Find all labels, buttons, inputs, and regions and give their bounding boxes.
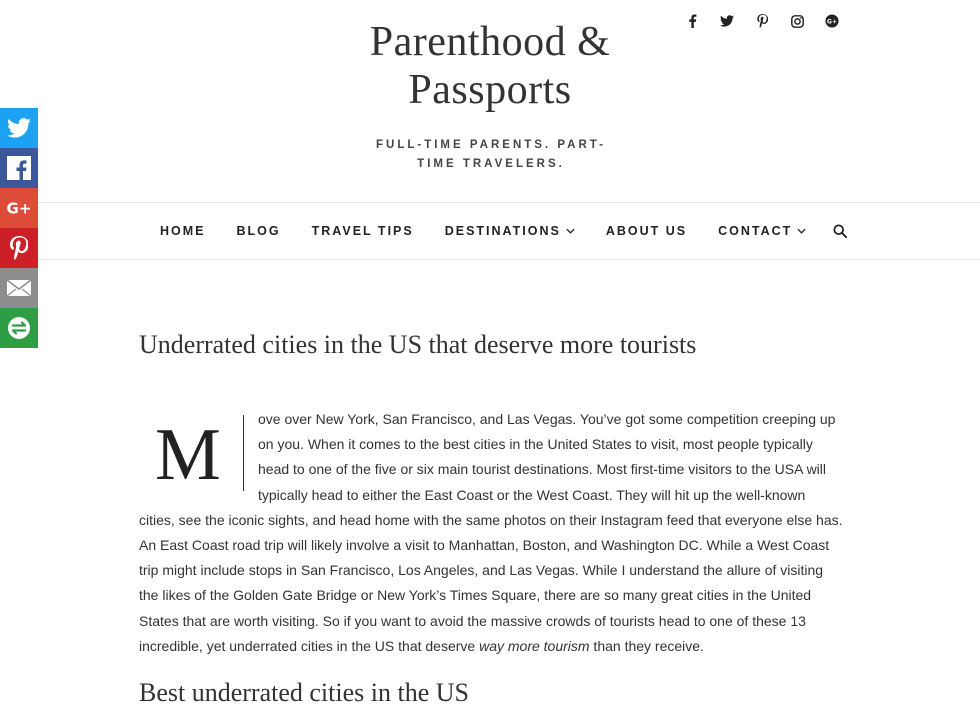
post-body-text: ove over New York, San Francisco, and Las Vegas. You’ve got some competition creeping up on you. When it comes to the best cities in the United States to visit, most people typically head to one of the five or six main tourist destinations. Most first-time visitors to the USA will typically head to either the East Coast or the West Coast. They will hit up the well-known cities, see the iconic sights, and head home with the same photos on their Instagram feed that everyone else has. An East Coast road trip will likely involve a visit to Manhattan, Boston, and Washington DC. While a West Coast trip might include stops in San Francisco, Los Angeles, and Las Vegas. While I understand the allure of visiting the likes of the Golden Gate Bridge or New York’s Times Square, there are so many great cities in the United States that are worth visiting. So if you want to avoid the massive crowds of tourists head to one of these 13 incredible, yet underrated cities in the US that deserve xyxy=(139,411,843,654)
tagline-line2: TIME TRAVELERS. xyxy=(417,158,565,170)
nav-item-label: TRAVEL TIPS xyxy=(311,224,414,238)
chevron-down-icon xyxy=(797,228,806,234)
section-heading: Best underrated cities in the US xyxy=(139,678,469,707)
nav-item-blog[interactable] xyxy=(237,224,281,238)
share-twitter-button[interactable] xyxy=(0,108,38,148)
nav-item-label: BLOG xyxy=(236,224,281,238)
facebook-icon xyxy=(6,155,32,181)
site-title-line2: Passports xyxy=(408,67,572,113)
pinterest-icon xyxy=(10,236,28,260)
site-tagline xyxy=(360,136,622,174)
svg-text:G+: G+ xyxy=(6,199,32,218)
search-button[interactable] xyxy=(833,224,847,238)
share-more-button[interactable] xyxy=(0,308,38,348)
twitter-icon xyxy=(7,118,31,138)
dropcap-letter: M xyxy=(155,414,221,496)
share-pinterest-button[interactable] xyxy=(0,228,38,268)
google-plus-icon xyxy=(5,198,33,218)
nav-item-label: CONTACT xyxy=(718,224,793,238)
tagline-line1: FULL-TIME PARENTS. PART- xyxy=(375,139,606,151)
nav-item-contact[interactable] xyxy=(718,224,806,238)
nav-item-label: HOME xyxy=(160,224,206,238)
pinterest-icon[interactable] xyxy=(753,12,771,30)
share-more-icon xyxy=(6,315,32,341)
share-google-plus-button[interactable] xyxy=(0,188,38,228)
post-body-emphasis: way more tourism xyxy=(479,637,590,654)
share-email-button[interactable] xyxy=(0,268,38,308)
post-body-text-end: than they receive. xyxy=(589,637,704,654)
google-plus-icon[interactable] xyxy=(823,12,841,30)
main-navigation xyxy=(38,202,980,260)
nav-item-travel-tips[interactable] xyxy=(312,224,414,238)
post-title: Underrated cities in the US that deserve more tourists xyxy=(139,330,697,359)
facebook-icon[interactable] xyxy=(683,12,701,30)
search-icon xyxy=(833,224,847,238)
nav-item-about-us[interactable] xyxy=(606,224,687,238)
share-facebook-button[interactable] xyxy=(0,148,38,188)
nav-item-label: ABOUT US xyxy=(605,224,688,238)
svg-text:G+: G+ xyxy=(826,18,838,26)
social-links xyxy=(683,12,841,30)
nav-item-destinations[interactable] xyxy=(445,224,575,238)
share-bar xyxy=(0,108,38,348)
site-title-line1: Parenthood & xyxy=(369,19,611,65)
twitter-icon[interactable] xyxy=(718,12,736,30)
nav-item-home[interactable] xyxy=(160,224,206,238)
post-body xyxy=(139,407,844,659)
envelope-icon xyxy=(6,279,32,297)
dropcap xyxy=(139,413,244,497)
chevron-down-icon xyxy=(566,228,575,234)
site-title[interactable] xyxy=(340,18,640,114)
dropcap-divider xyxy=(243,415,244,491)
instagram-icon[interactable] xyxy=(788,12,806,30)
nav-item-label: DESTINATIONS xyxy=(444,224,561,238)
